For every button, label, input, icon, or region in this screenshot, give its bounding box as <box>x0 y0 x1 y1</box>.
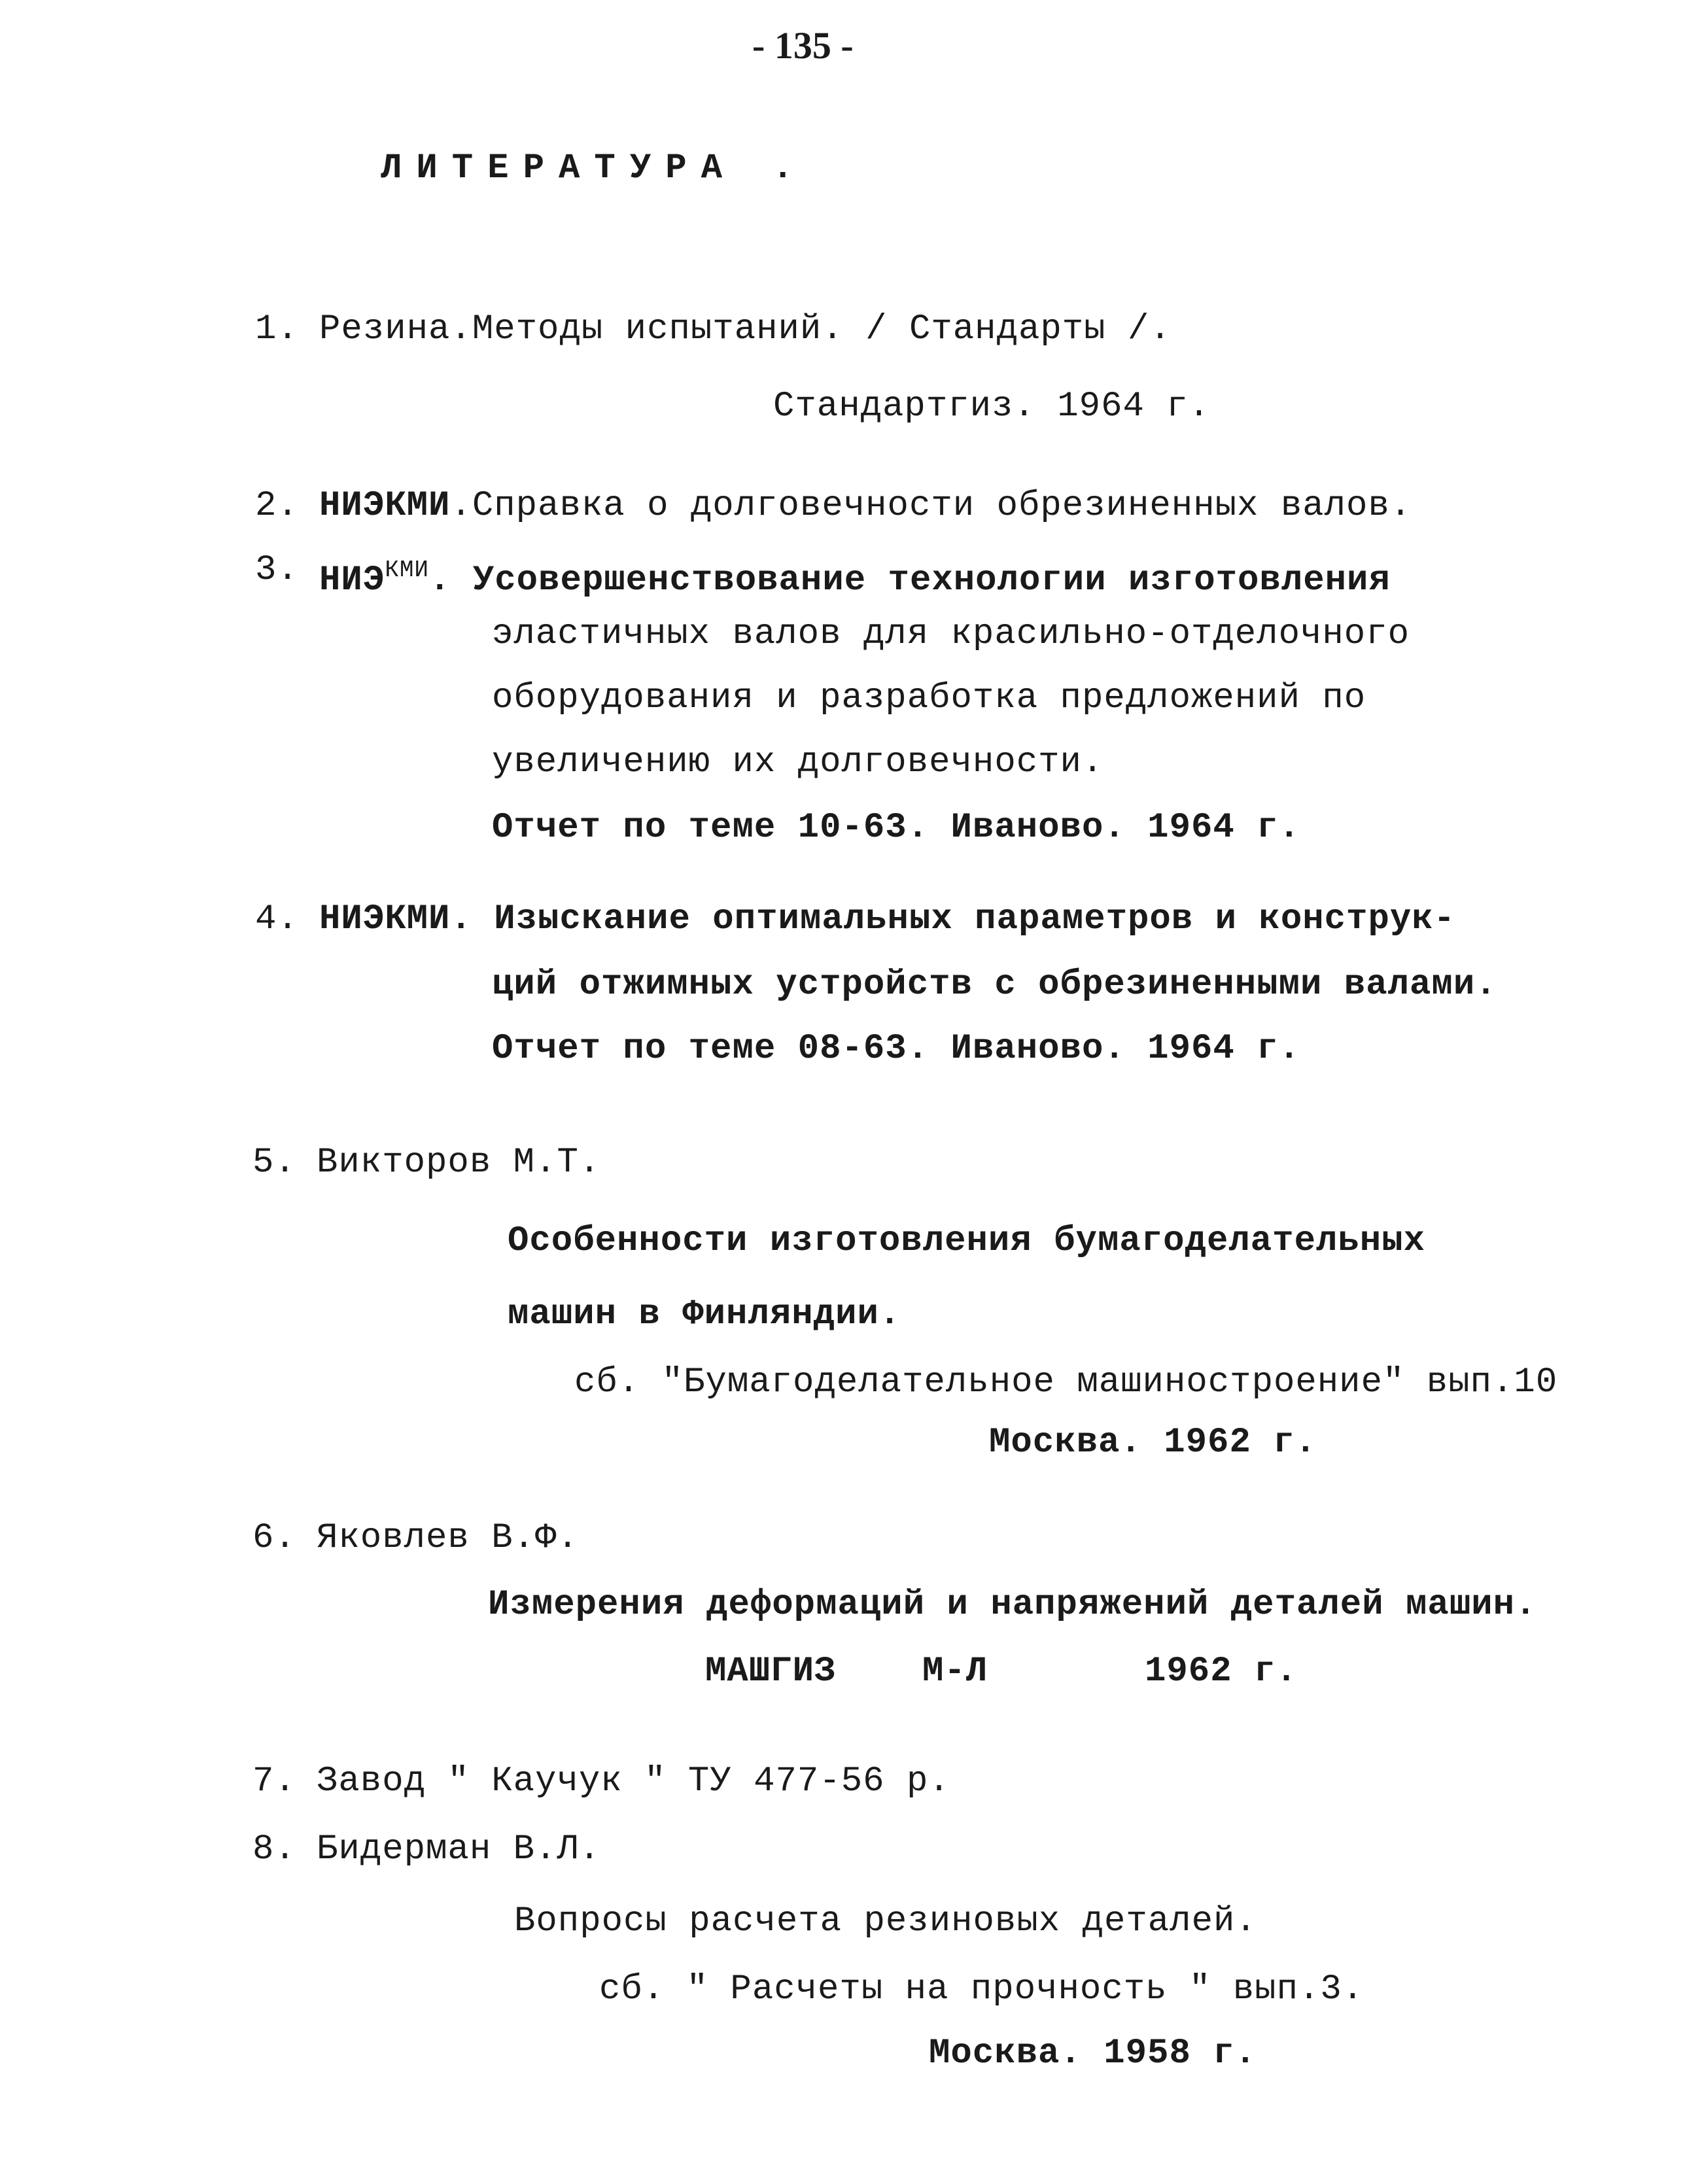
reference-publisher-line: Москва. 1958 г. <box>929 2034 1257 2073</box>
reference-source-line: сб. " Расчеты на прочность " вып.3. <box>599 1969 1364 2009</box>
reference-number: 2. <box>255 486 299 526</box>
reference-number: 7. <box>252 1761 296 1801</box>
reference-text-line: Особенности изготовления бумагоделательных <box>508 1221 1426 1261</box>
reference-author: Бидерман В.Л. <box>317 1829 601 1869</box>
reference-author: Яковлев В.Ф. <box>317 1518 579 1558</box>
reference-city: М-Л <box>922 1652 988 1691</box>
reference-org: НИЭ <box>319 561 385 600</box>
page-number: - 135 - <box>752 24 854 67</box>
reference-org-superscript: КМИ <box>385 557 430 583</box>
reference-publisher-line: Стандартгиз. 1964 г. <box>773 387 1211 426</box>
reference-source-line: сб. "Бумагоделательное машиностроение" вып.10 <box>574 1362 1558 1402</box>
reference-number: 3. <box>255 550 299 590</box>
reference-text-line: НИЭКМИ. Изыскание оптимальных параметров и конструк- <box>319 899 1456 939</box>
reference-author: Викторов М.Т. <box>317 1143 601 1183</box>
reference-year: 1962 г. <box>1145 1652 1298 1691</box>
reference-report-line: Отчет по теме 10-63. Иваново. 1964 г. <box>492 808 1300 848</box>
reference-text-line: Резина.Методы испытаний. / Стандарты /. <box>319 309 1172 349</box>
reference-text-line: НИЭКМИ.Справка о долговечности обрезиненных валов. <box>319 486 1412 526</box>
page-title: ЛИТЕРАТУРА . <box>381 148 808 188</box>
reference-text-line: Вопросы расчета резиновых деталей. <box>514 1901 1257 1941</box>
reference-publisher-line: Москва. 1962 г. <box>989 1423 1317 1463</box>
reference-text-line: эластичных валов для красильно-отделочного <box>492 614 1410 654</box>
reference-number: 4. <box>255 899 299 939</box>
reference-text-line: $НИЭ^{КМИ}$. Усовершенствование технологии изготовления <box>319 557 1391 600</box>
reference-publisher: МАШГИЗ <box>705 1652 837 1691</box>
reference-text-line: Завод " Каучук " ТУ 477-56 р. <box>317 1761 950 1801</box>
reference-org: НИЭКМИ <box>319 486 451 526</box>
reference-text-line: Измерения деформаций и напряжений деталей машин. <box>488 1585 1537 1625</box>
reference-number: 8. <box>252 1829 296 1869</box>
reference-report-line: Отчет по теме 08-63. Иваново. 1964 г. <box>492 1029 1300 1069</box>
reference-text-line: ций отжимных устройств с обрезиненными валами. <box>492 965 1497 1005</box>
reference-text-line: машин в Финляндии. <box>508 1294 901 1334</box>
reference-number: 1. <box>255 309 299 349</box>
reference-text-line: увеличению их долговечности. <box>492 742 1104 782</box>
reference-text-line: оборудования и разработка предложений по <box>492 678 1366 718</box>
reference-org: НИЭКМИ <box>319 899 451 939</box>
reference-number: 6. <box>252 1518 296 1558</box>
reference-number: 5. <box>252 1143 296 1183</box>
